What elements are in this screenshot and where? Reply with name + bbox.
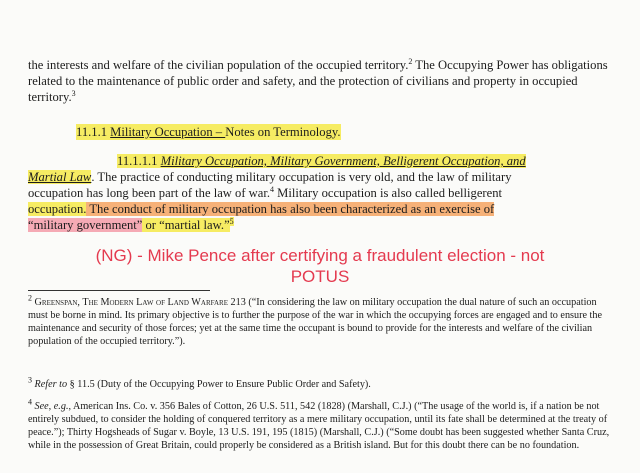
footnote-2-source: Greenspan, The Modern Law of Land Warfare (32, 297, 228, 308)
handwritten-annotation-line-2: POTUS (290, 267, 350, 286)
heading1-title-rest: Notes on Terminology. (225, 125, 341, 139)
heading2-line-5 (28, 217, 618, 233)
section-heading-11-1-1 (76, 124, 341, 140)
heading2-line4-b: The conduct of military occupation has also been characterized as an exercise of (86, 202, 495, 216)
heading1-number: 11.1.1 (76, 125, 111, 139)
body-paragraph-1 (28, 57, 618, 105)
para1-text-a: the interests and welfare of the civilian population of the occupied territory. (28, 58, 409, 72)
heading2-line4-a: occupation. (28, 202, 87, 216)
heading2-line-2 (28, 169, 618, 185)
footnote-2 (28, 293, 618, 348)
heading2-line-3 (28, 185, 618, 201)
footnote-3-refer: Refer to (32, 379, 68, 390)
heading2-line-4 (28, 201, 618, 217)
heading2-title-part1: Military Occupation, Military Government, Belligerent Occupation, and (160, 154, 526, 168)
footnote-ref-4: 4 (270, 184, 274, 194)
footnote-3-body: § 11.5 (Duty of the Occupying Power to Ensure Public Order and Safety). (67, 379, 371, 390)
footnote-ref-2: 2 (408, 56, 413, 66)
para1-text-b: The Occupying Power has obligations related to the maintenance of public order and safety, and the protection of civilians and property in occupied territory. (28, 58, 608, 104)
footnote-divider (28, 290, 210, 291)
heading2-line2-rest: The practice of conducting military occupation is very old, and the law of military (97, 170, 512, 184)
heading1-title: Military Occupation – (110, 125, 226, 139)
footnote-2-number: 2 (28, 293, 32, 303)
heading2-line-1 (28, 153, 618, 169)
heading2-line3-a: occupation has long been part of the law of war. (28, 186, 270, 200)
handwritten-annotation-line-1: (NG) - Mike Pence after certifying a fraudulent election - not (95, 246, 545, 265)
footnote-4-number: 4 (28, 397, 32, 407)
heading2-line5-a: “military government” (28, 218, 143, 232)
heading2-title-part2: Martial Law (28, 170, 92, 184)
subsection-11-1-1-1 (28, 153, 618, 233)
footnote-ref-5: 5 (229, 216, 234, 226)
heading2-after-title: . (91, 170, 98, 184)
footnote-4 (28, 397, 618, 452)
footnote-4-see: See, e.g. (32, 401, 69, 412)
footnote-ref-3: 3 (71, 88, 76, 98)
heading2-number: 11.1.1.1 (117, 154, 161, 168)
footnote-3 (28, 375, 618, 391)
footnote-3-number: 3 (28, 375, 32, 385)
footnote-2-body: 213 (“In considering the law on military occupation the dual nature of such an occupation must be borne in mind. Its primary objective is to further the purpose of the war in which the occupying forces are engaged and to ensure the maintenance and security of those forces; yet at the same time the occupant is bound to provide for the interests and welfare of the civilian population of the occupied territory.”). (28, 297, 603, 347)
heading2-line3-b: Military occupation is also called belligerent (274, 186, 503, 200)
footnote-4-body: , American Ins. Co. v. 356 Bales of Cotton, 26 U.S. 511, 542 (1828) (Marshall, C.J.) (“The usage of the world is, if a nation be not entirely subdued, to consider the holding of conquered territory as a mere military occupation, until its fate shall be determined at the treaty of peace.”); Thirty Hogsheads of Sugar v. Boyle, 13 U.S. 191, 195 (1815) (Marshall, C.J.) (“Some doubt has been suggested whether Santa Cruz, while in the possession of Great Britain, could properly be considered as a British island. But for this doubt there can be no foundation. (28, 401, 610, 451)
heading2-line5-b: or “martial law.” (142, 218, 230, 232)
